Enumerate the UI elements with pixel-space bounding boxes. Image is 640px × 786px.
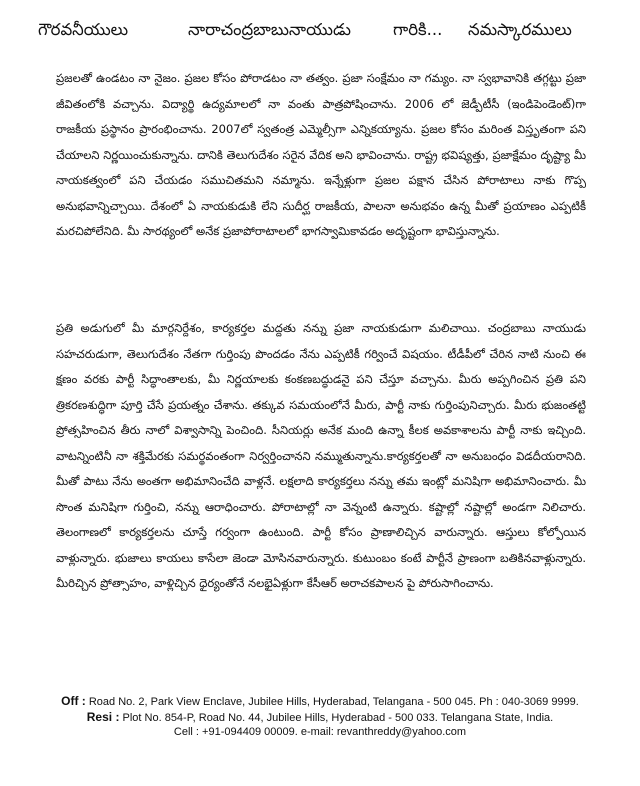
contact-line: Cell : +91-094409 00009. e-mail: revanthreddy@yahoo.com: [173, 726, 467, 738]
salutation-line: [38, 20, 606, 50]
office-label: Off :: [61, 694, 86, 708]
office-address-line: [0, 694, 640, 710]
residence-label: Resi :: [86, 709, 120, 724]
residence-address-line: [0, 710, 640, 726]
salutation-greeting: నమస్కారములు: [468, 20, 572, 39]
salutation-garu: గారికి...: [393, 20, 443, 39]
salutation-recipient-name: నారాచంద్రబాబునాయుడు: [188, 20, 351, 39]
letterhead-footer: [0, 694, 640, 740]
residence-address: Plot No. 854-P, Road No. 44, Jubilee Hills, Hyderabad - 500 033. Telangana State, India.: [122, 711, 554, 724]
salutation-respect: గౌరవనీయులు: [38, 20, 129, 39]
letter-paragraph-2: ప్రతి అడుగులో మీ మార్గనిర్దేశం, కార్యకర్తల మద్దతు నన్ను ప్రజా నాయకుడుగా మలిచాయి. చంద్రబాబు నాయుడు సహచరుడుగా, తెలుగుదేశం నేతగా గుర్తింపు పొందడం నేను ఎప్పటికీ గర్వించే విషయం. టీడీపీలో చేరిన నాటి నుంచి ఈ క్షణం వరకు పార్టీ సిద్ధాంతాలకు, మీ నిర్ణయాలకు కంకణబద్ధుడనై పని చేస్తూ వచ్చాను. మీరు అప్పగించిన ప్రతి పని త్రికరణశుద్ధిగా పూర్తి చేసే ప్రయత్నం చేశాను. తక్కువ సమయంలోనే మీరు, పార్టీ నాకు గుర్తింపునిచ్చారు. మీరు భుజంతట్టి ప్రోత్సహించిన తీరు నాలో విశ్వాసాన్ని పెంచింది. సీనియర్లు అనేక మంది ఉన్నా కీలక అవకాశాలను పార్టీ నాకు ఇచ్చింది. వాటన్నింటినీ నా శక్తిమేరకు సమర్థవంతంగా నిర్వర్తించానని నమ్ముతున్నాను.కార్యకర్తలతో నా అనుబంధం విడదీయరానిది. మీతో పాటు నేను అంతగా అభిమానించేది వాళ్లనే. లక్షలాది కార్యకర్తలు నన్ను తమ ఇంట్లో మనిషిగా అభిమానించారు. మీ సొంత మనిషిగా గుర్తించి, నన్ను ఆరాధించారు. పోరాటాల్లో నా వెన్నంటి ఉన్నారు. కష్టాల్లో నష్టాల్లో అండగా నిలిచారు. తెలంగాణలో కార్యకర్తలను చూస్తే గర్వంగా ఉంటుంది. పార్టీ కోసం ప్రాణాలిచ్చిన వారున్నారు. ఆస్తులు కోల్పోయిన వాళ్లున్నారు. భుజాలు కాయలు కాసేలా జెండా మోసినవారున్నారు. కుటుంబం కంటే పార్టీనే ప్రాణంగా బతికినవాళ్లున్నారు. మీరిచ్చిన ప్రోత్సాహం, వాళ్లిచ్చిన ధైర్యంతోనే నలభైఏళ్లుగా కేసీఆర్ అరాచకపాలన పై పోరుసాగించాను.: [56, 321, 586, 590]
office-address: Road No. 2, Park View Enclave, Jubilee Hills, Hyderabad, Telangana - 500 045. Ph : 040-3069 9999.: [88, 696, 579, 708]
letter-paragraph-1: ప్రజలతో ఉండటం నా నైజం. ప్రజల కోసం పోరాడటం నా తత్వం. ప్రజా సంక్షేమం నా గమ్యం. నా స్వభావానికి తగ్గట్టు ప్రజా జీవితంలోకి వచ్చాను. విద్యార్థి ఉద్యమాలలో నా వంతు పాత్రపోషించాను. 2006 లో జెడ్పీటీసీ (ఇండిపెండెంట్)గా రాజకీయ ప్రస్థానం ప్రారంభించాను. 2007లో స్వతంత్ర ఎమ్మెల్సీగా ఎన్నికయ్యాను. ప్రజల కోసం మరింత విస్తృతంగా పని చేయాలని నిర్ణయించుకున్నాను. దానికి తెలుగుదేశం సరైన వేదిక అని భావించాను. రాష్ట్ర భవిష్యత్తు, ప్రజాక్షేమం దృష్ట్యా మీ నాయకత్వంలో పని చేయడం సముచితమని నమ్మాను. ఇన్నేళ్లుగా ప్రజల పక్షాన చేసిన పోరాటాలు నాకు గొప్ప అనుభవాన్నిచ్చాయి. దేశంలో ఏ నాయకుడుకి లేని సుదీర్ఘ రాజకీయ, పాలనా అనుభవం ఉన్న మీతో ప్రయాణం ఎప్పటికీ మరచిపోలేనిది. మీ సారథ్యంలో అనేక ప్రజాపోరాటాలలో భాగస్వామికావడం అదృష్టంగా భావిస్తున్నాను.: [56, 71, 586, 238]
